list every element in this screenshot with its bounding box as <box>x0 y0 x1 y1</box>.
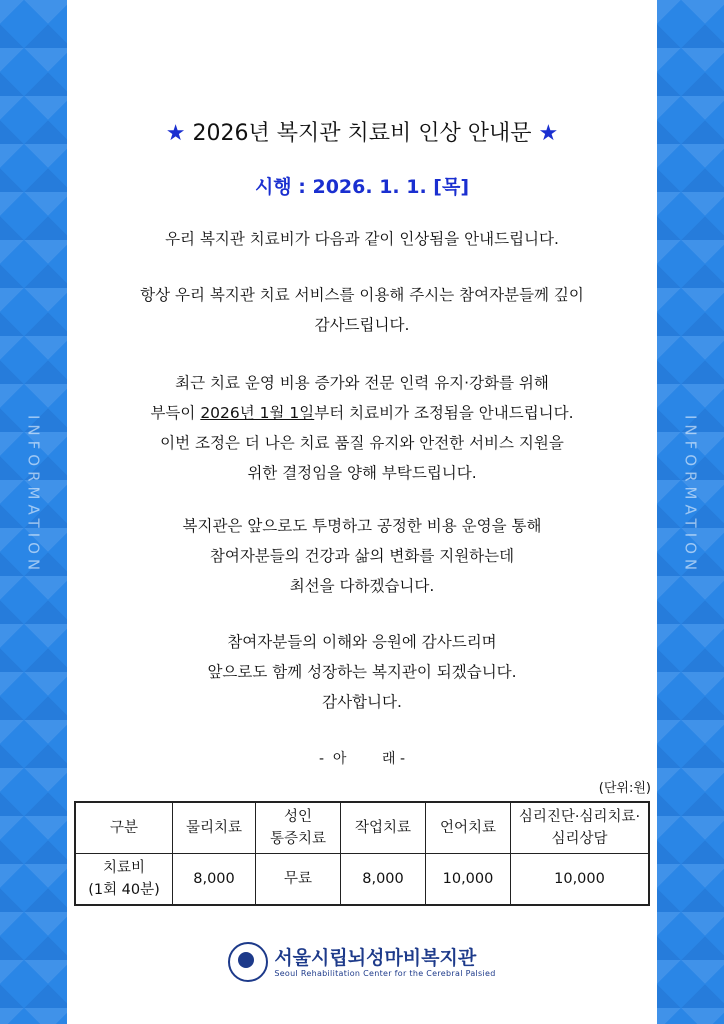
left-side-band <box>0 0 67 1024</box>
paragraph-line: 최근 치료 운영 비용 증가와 전문 인력 유지·강화를 위해 <box>175 374 549 392</box>
cell-speech: 10,000 <box>426 854 511 906</box>
right-side-label-text: INFORMATION <box>681 415 700 576</box>
paragraph-line: 복지관은 앞으로도 투명하고 공정한 비용 운영을 통해 <box>182 517 542 535</box>
notice-content <box>67 0 657 1024</box>
org-name-en: Seoul Rehabilitation Center for the Cerebral Palsied <box>274 968 496 978</box>
paragraph-closing <box>67 627 657 717</box>
header-physical: 물리치료 <box>173 802 256 854</box>
row-label-line1: 치료비 <box>102 860 146 876</box>
cell-physical: 8,000 <box>173 854 256 906</box>
right-side-label <box>657 415 724 615</box>
right-side-band <box>657 0 724 1024</box>
header-adult-pain-line1: 성인 <box>283 809 312 825</box>
paragraph-intro <box>67 224 657 254</box>
row-label <box>75 854 173 906</box>
paragraph-line: 참여자분들의 이해와 응원에 감사드리며 <box>227 633 497 651</box>
header-occupational: 작업치료 <box>341 802 426 854</box>
paragraph-line: 우리 복지관 치료비가 다음과 같이 인상됨을 안내드립니다. <box>165 230 559 248</box>
notice-title <box>67 116 657 147</box>
unit-note: (단위:원) <box>598 781 651 796</box>
paragraph-thanks <box>67 280 657 340</box>
header-adult-pain <box>256 802 341 854</box>
table-header-row <box>75 802 649 854</box>
header-psych-line2: 심리상담 <box>551 831 608 847</box>
paragraph-line: 최선을 다하겠습니다. <box>289 577 435 595</box>
org-emblem-icon <box>228 942 268 982</box>
paragraph-line: 앞으로도 함께 성장하는 복지관이 되겠습니다. <box>207 663 517 681</box>
section-heading: - 아 래 - <box>318 751 406 767</box>
org-logo <box>67 942 657 982</box>
paragraph-line: 참여자분들의 건강과 삶의 변화를 지원하는데 <box>209 547 515 565</box>
left-side-label <box>0 415 67 615</box>
header-speech: 언어치료 <box>426 802 511 854</box>
paragraph-line: 항상 우리 복지관 치료 서비스를 이용해 주시는 참여자분들께 깊이 <box>140 286 584 304</box>
notice-title-text: 2026년 복지관 치료비 인상 안내문 <box>192 121 532 146</box>
paragraph-line: 이번 조정은 더 나은 치료 품질 유지와 안전한 서비스 지원을 <box>160 434 564 452</box>
header-adult-pain-line2: 통증치료 <box>269 831 327 847</box>
paragraph-line: 감사합니다. <box>322 693 402 711</box>
paragraph-commitment <box>67 511 657 601</box>
row-label-line2: (1회 40분) <box>88 882 160 898</box>
cell-adult-pain: 무료 <box>256 854 341 906</box>
header-psych-line1: 심리진단·심리치료· <box>518 809 641 825</box>
org-name <box>274 947 495 978</box>
header-psych <box>511 802 650 854</box>
star-icon: ★ <box>165 121 186 146</box>
paragraph-line: 감사드립니다. <box>314 316 410 334</box>
paragraph-text: 부터 치료비가 조정됨을 안내드립니다. <box>314 404 574 422</box>
paragraph-line <box>67 398 657 428</box>
table-row <box>75 854 649 906</box>
left-side-label-text: INFORMATION <box>24 415 43 576</box>
paragraph-line: 위한 결정임을 양해 부탁드립니다. <box>247 464 477 482</box>
paragraph-reason <box>67 368 657 488</box>
star-icon: ★ <box>538 121 559 146</box>
effective-date-underlined: 2026년 1월 1일 <box>200 404 315 422</box>
org-name-ko: 서울시립뇌성마비복지관 <box>274 946 477 969</box>
paragraph-text: 부득이 <box>150 404 201 422</box>
fee-table <box>74 801 650 906</box>
effective-date: 시행 : 2026. 1. 1. [목] <box>254 176 470 198</box>
header-category: 구분 <box>75 802 173 854</box>
cell-psych: 10,000 <box>511 854 650 906</box>
cell-occupational: 8,000 <box>341 854 426 906</box>
